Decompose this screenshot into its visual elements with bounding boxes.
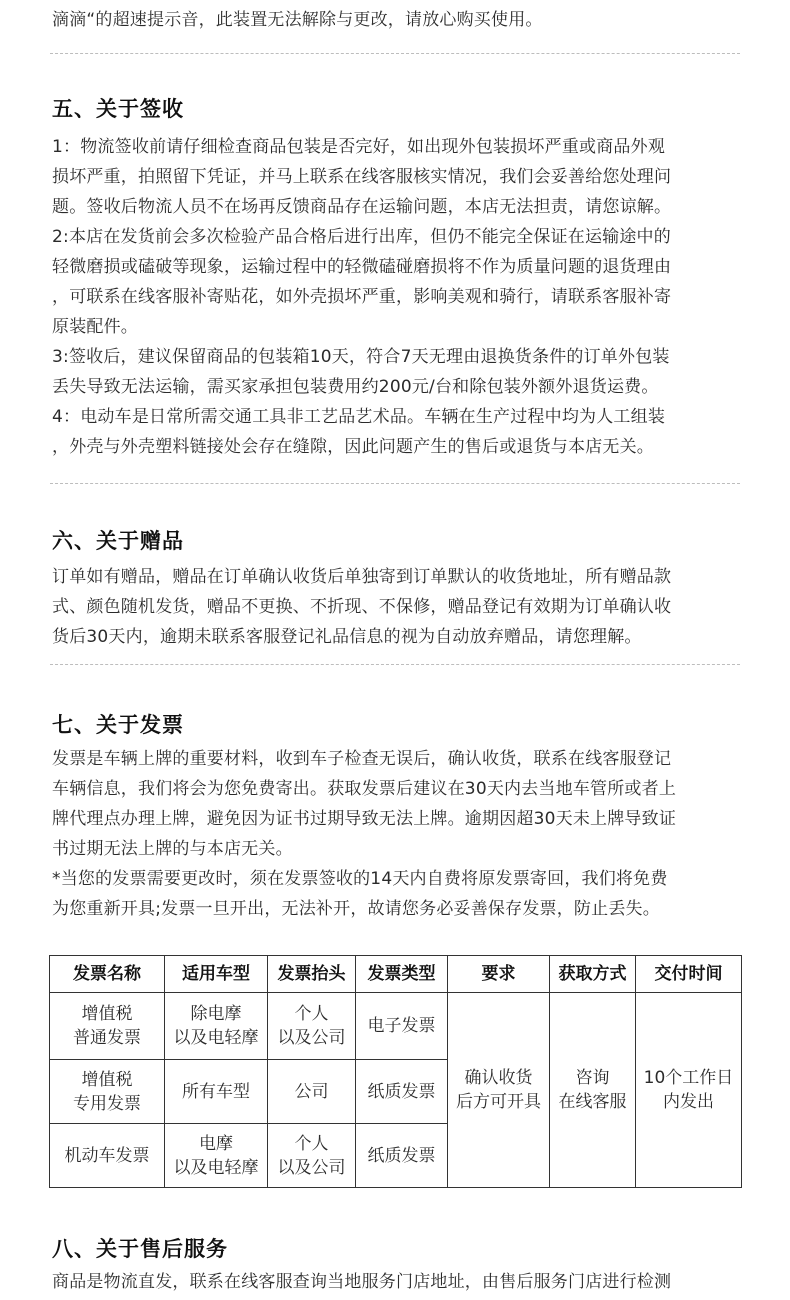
cell-line: 以及电轻摩 bbox=[173, 1157, 259, 1178]
table-cell bbox=[165, 993, 268, 1060]
cell-line: 咨询 bbox=[575, 1068, 610, 1088]
cell-line: 以及电轻摩 bbox=[173, 1028, 259, 1048]
section-title: 八、关于售后服务 bbox=[52, 1237, 228, 1261]
cell-line: 纸质发票 bbox=[367, 1145, 436, 1166]
column-header: 要求 bbox=[448, 956, 550, 993]
cell-line: 纸质发票 bbox=[367, 1081, 436, 1102]
column-header: 交付时间 bbox=[636, 956, 742, 993]
cell-line: 内发出 bbox=[663, 1092, 714, 1112]
paragraph-line: 牌代理点办理上牌，避免因为证书过期导致无法上牌。逾期因超30天未上牌导致证 bbox=[52, 809, 677, 829]
table-cell bbox=[165, 1124, 268, 1188]
table-cell-method bbox=[550, 993, 636, 1188]
divider bbox=[50, 53, 740, 54]
table-cell bbox=[356, 993, 448, 1060]
intro-line: 滴滴“的超速提示音，此装置无法解除与更改，请放心购买使用。 bbox=[52, 10, 543, 30]
table-cell bbox=[356, 1060, 448, 1124]
cell-line: 除电摩 bbox=[190, 1004, 242, 1024]
paragraph-line: 4：电动车是日常所需交通工具非工艺品艺术品。车辆在生产过程中均为人工组装 bbox=[52, 407, 666, 427]
paragraph-line: 3:签收后，建议保留商品的包装箱10天，符合7天无理由退换货条件的订单外包装 bbox=[52, 347, 670, 367]
table-cell bbox=[268, 993, 356, 1060]
divider bbox=[50, 664, 740, 665]
table-cell bbox=[50, 993, 165, 1060]
table-cell bbox=[50, 1060, 165, 1124]
paragraph-line: 原装配件。 bbox=[52, 317, 138, 337]
table-cell bbox=[268, 1060, 356, 1124]
column-header: 获取方式 bbox=[550, 956, 636, 993]
cell-line: 电摩 bbox=[199, 1133, 233, 1154]
section-signing bbox=[52, 93, 752, 123]
paragraph-line: 为您重新开具;发票一旦开出，无法补开，故请您务必妥善保存发票，防止丢失。 bbox=[52, 899, 660, 919]
paragraph-line: 发票是车辆上牌的重要材料，收到车子检查无误后，确认收货，联系在线客服登记 bbox=[52, 749, 672, 769]
table-cell bbox=[50, 1124, 165, 1188]
table-cell bbox=[356, 1124, 448, 1188]
cell-line: 后方可开具 bbox=[456, 1092, 541, 1112]
section-gifts-body bbox=[52, 562, 752, 652]
cell-line: 个人 bbox=[294, 1004, 329, 1024]
paragraph-line: 2:本店在发货前会多次检验产品合格后进行出库，但仍不能完全保证在运输途中的 bbox=[52, 227, 671, 247]
table-header-row bbox=[50, 956, 742, 993]
section-gifts bbox=[52, 525, 752, 555]
paragraph-line: 货后30天内，逾期未联系客服登记礼品信息的视为自动放弃赠品，请您理解。 bbox=[52, 627, 642, 647]
paragraph-line: 题。签收后物流人员不在场再反馈商品存在运输问题，本店无法担责，请您谅解。 bbox=[52, 197, 672, 217]
cell-line: 电子发票 bbox=[367, 1016, 436, 1036]
column-header: 发票名称 bbox=[50, 956, 165, 993]
column-header: 发票类型 bbox=[356, 956, 448, 993]
paragraph-line: ，外壳与外壳塑料链接处会存在缝隙，因此问题产生的售后或退货与本店无关。 bbox=[52, 437, 654, 457]
paragraph-line: 轻微磨损或磕破等现象，运输过程中的轻微磕碰磨损将不作为质量问题的退货理由 bbox=[52, 257, 672, 277]
cell-line: 所有车型 bbox=[182, 1081, 250, 1102]
table-row bbox=[50, 993, 742, 1060]
cell-line: 普通发票 bbox=[73, 1028, 141, 1048]
paragraph-line: 商品是物流直发，联系在线客服查询当地服务门店地址，由售后服务门店进行检测 bbox=[52, 1272, 672, 1292]
cell-line: 在线客服 bbox=[558, 1092, 627, 1112]
paragraph-line: 丢失导致无法运输，需买家承担包装费用约200元/台和除包装外额外退货运费。 bbox=[52, 377, 659, 397]
paragraph-line: 式、颜色随机发货，赠品不更换、不折现、不保修，赠品登记有效期为订单确认收 bbox=[52, 597, 672, 617]
section-signing-body bbox=[52, 132, 752, 462]
table-cell-requirement bbox=[448, 993, 550, 1188]
cell-line: 个人 bbox=[294, 1133, 329, 1154]
cell-line: 公司 bbox=[294, 1081, 329, 1102]
paragraph-line: 订单如有赠品，赠品在订单确认收货后单独寄到订单默认的收货地址，所有赠品款 bbox=[52, 567, 672, 587]
cell-line: 专用发票 bbox=[73, 1093, 141, 1114]
table-cell-delivery bbox=[636, 993, 742, 1188]
cell-line: 以及公司 bbox=[277, 1028, 346, 1048]
table-cell bbox=[165, 1060, 268, 1124]
column-header: 发票抬头 bbox=[268, 956, 356, 993]
cell-line: 增值税 bbox=[81, 1004, 133, 1024]
cell-line: 机动车发票 bbox=[64, 1145, 150, 1166]
invoice-table bbox=[49, 955, 742, 1188]
paragraph-line: ，可联系在线客服补寄贴花，如外壳损坏严重，影响美观和骑行，请联系客服补寄 bbox=[52, 287, 672, 307]
paragraph-line: 1：物流签收前请仔细检查商品包装是否完好，如出现外包装损坏严重或商品外观 bbox=[52, 137, 666, 157]
section-invoice-body bbox=[52, 744, 752, 924]
cell-line: 10个工作日 bbox=[643, 1068, 734, 1088]
section-after-sales-body bbox=[52, 1267, 752, 1297]
section-invoice bbox=[52, 709, 752, 739]
cell-line: 以及公司 bbox=[277, 1157, 346, 1178]
paragraph-line: 书过期无法上牌的与本店无关。 bbox=[52, 839, 293, 859]
intro-text bbox=[52, 5, 752, 35]
divider bbox=[50, 483, 740, 484]
column-header: 适用车型 bbox=[165, 956, 268, 993]
paragraph-line: 车辆信息，我们将会为您免费寄出。获取发票后建议在30天内去当地车管所或者上 bbox=[52, 779, 677, 799]
section-title: 五、关于签收 bbox=[52, 97, 184, 121]
cell-line: 增值税 bbox=[81, 1069, 133, 1090]
paragraph-line: 损坏严重，拍照留下凭证，并马上联系在线客服核实情况，我们会妥善给您处理问 bbox=[52, 167, 672, 187]
cell-line: 确认收货 bbox=[464, 1068, 533, 1088]
table-cell bbox=[268, 1124, 356, 1188]
section-title: 七、关于发票 bbox=[52, 713, 184, 737]
section-after-sales bbox=[52, 1233, 752, 1263]
section-title: 六、关于赠品 bbox=[52, 529, 184, 553]
paragraph-line: *当您的发票需要更改时，须在发票签收的14天内自费将原发票寄回，我们将免费 bbox=[52, 869, 668, 889]
